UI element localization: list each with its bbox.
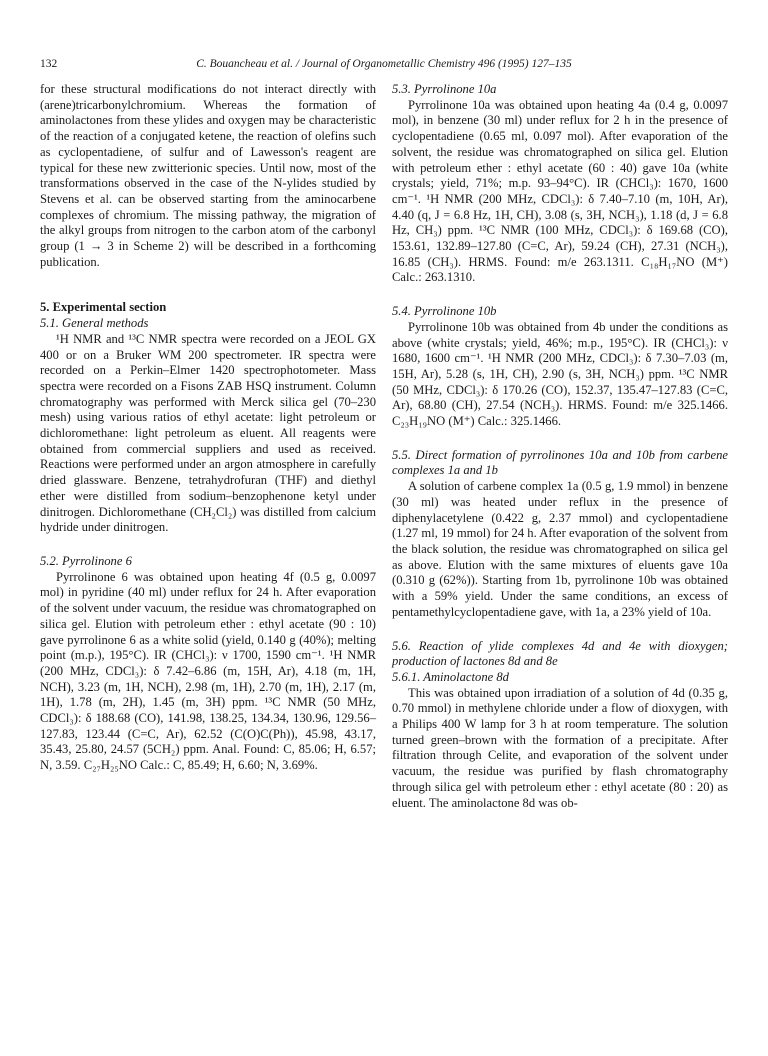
- pyrrolinone-10a-paragraph: Pyrrolinone 10a was obtained upon heating 4a (0.4 g, 0.0097 mol), in benzene (30 ml) under reflux for 2 h in the presence of cyclopentadiene (0.65 ml, 0.097 mol). After evaporation of the solvent, the residue was chromatographed on silica gel. Elution with petroleum ether : ethyl acetate (60 : 40) gave 10a (white crystals; yield, 71%; m.p. 93–94°C). IR (CHCl₃): 1670, 1600 cm⁻¹. ¹H NMR (200 MHz, CDCl₃): δ 7.40–7.10 (m, 10H, Ar), 4.40 (q, J = 6.8 Hz, 1H, CH), 3.08 (s, 3H, NCH₃), 1.18 (d, J = 6.8 Hz, CH₃) ppm. ¹³C NMR (100 MHz, CDCl₃): δ 169.68 (CO), 153.61, 132.89–127.80 (C=C, Ar), 59.24 (CH), 27.31 (NCH₃), 16.85 (CH₃). HRMS. Found: m/e 263.1311. C₁₈H₁₇NO (M⁺) Calc.: 263.1310.: [392, 97, 728, 285]
- general-methods-paragraph: ¹H NMR and ¹³C NMR spectra were recorded on a JEOL GX 400 or on a Bruker WM 200 spectrometer. IR spectra were recorded on a Perkin–Elmer 1420 spectrophotometer. Mass spectra were recorded on a Fisons ZAB HSQ instrument. Column chromatography was performed with Merck silica gel (70–230 mesh) using various ratios of ethyl acetate: light petroleum or dichloromethane: light petroleum as eluent. All reagents were obtained from commercial suppliers and used as received. Reactions were performed under an argon atmosphere in carefully dried glassware. Benzene, tetrahydrofuran (THF) and diethyl ether were distilled from sodium–benzophenone ketyl under dinitrogen. Dichloromethane (CH₂Cl₂) was distilled from calcium hydride under dinitrogen.: [40, 331, 376, 535]
- page-header: [40, 58, 728, 74]
- running-head: C. Bouancheau et al. / Journal of Organometallic Chemistry 496 (1995) 127–135: [196, 58, 572, 70]
- subsection-heading-pyrrolinone-10b: 5.4. Pyrrolinone 10b: [392, 304, 497, 319]
- subsection-heading-ylide-reaction: 5.6. Reaction of ylide complexes 4d and 4e with dioxygen; production of lactones 8d and 8e: [392, 638, 728, 669]
- subsection-heading-general-methods: 5.1. General methods: [40, 316, 149, 331]
- subsection-heading-pyrrolinone-6: 5.2. Pyrrolinone 6: [40, 553, 132, 568]
- subsubsection-heading-aminolactone-8d: 5.6.1. Aminolactone 8d: [392, 669, 509, 684]
- pyrrolinone-6-paragraph: Pyrrolinone 6 was obtained upon heating 4f (0.5 g, 0.0097 mol) in pyridine (40 ml) under reflux for 24 h. After evaporation of the solvent under vacuum, the residue was chromatographed on silica gel. Elution with petroleum ether : ethyl acetate (90 : 10) gave pyrrolinone 6 as a white solid (yield, 0.140 g (40%); melting point (m.p.), 195°C). IR (CHCl₃): ν 1700, 1590 cm⁻¹. ¹H NMR (200 MHz, CDCl₃): δ 7.42–6.86 (m, 15H, Ar), 4.18 (m, 1H, NCH), 3.23 (m, 1H, NCH), 2.98 (m, 1H), 2.70 (m, 1H), 2.17 (m, 1H), 1.78 (m, 2H), 1.45 (m, 3H) ppm. ¹³C NMR (50 MHz, CDCl₃): δ 188.68 (CO), 141.98, 138.25, 134.34, 130.96, 129.56–127.83, 123.44 (C=C, Ar), 62.52 (C(O)C(Ph)), 45.98, 43.17, 35.43, 25.80, 24.57 (5CH₂) ppm. Anal. Found: C, 85.06; H, 6.57; N, 3.59. C₂₇H₂₅NO Calc.: C, 85.49; H, 6.60; N, 3.69%.: [40, 569, 376, 773]
- left-column: [40, 82, 376, 774]
- right-column: [392, 82, 728, 811]
- pyrrolinone-10b-paragraph: Pyrrolinone 10b was obtained from 4b under the conditions as above (white crystals; yield, 46%; m.p., 195°C). IR (CHCl₃): ν 1680, 1600 cm⁻¹. ¹H NMR (200 MHz, CDCl₃): δ 7.30–7.03 (m, 15H, Ar), 5.28 (s, 1H, CH), 2.90 (s, 3H, NCH₃) ppm. ¹³C NMR (50 MHz, CDCl₃): δ 170.26 (CO), 152.37, 135.47–127.83 (C=C, Ar), 68.80 (CH), 27.54 (NCH₃). HRMS. Found: m/e 325.1466. C₂₃H₁₉NO (M⁺) Calc.: 325.1466.: [392, 319, 728, 429]
- subsection-heading-direct-formation: 5.5. Direct formation of pyrrolinones 10a and 10b from carbene complexes 1a and 1b: [392, 447, 728, 478]
- direct-formation-paragraph: A solution of carbene complex 1a (0.5 g, 1.9 mmol) in benzene (30 ml) was heated under reflux in the presence of diphenylacetylene (0.422 g, 2.37 mmol) and cyclopentadiene (1.27 ml, 19 mmol) for 24 h. After evaporation of the solvent from the black solution, the residue was chromatographed on silica gel as above. Elution with the same mixtures of eluents gave 10a (0.310 g (62%)). Starting from 1b, pyrrolinone 10b was obtained with a 59% yield. Under the same conditions, an excess of pentamethylcyclopentadiene gave, with 1a, a 23% yield of 10a.: [392, 479, 728, 619]
- subsection-heading-pyrrolinone-10a: 5.3. Pyrrolinone 10a: [392, 82, 497, 96]
- page-number: 132: [40, 58, 58, 70]
- intro-paragraph: for these structural modifications do not interact directly with (arene)tricarbonylchromium. Whereas the formation of aminolactones from these ylides and oxygen may be characteristic of the reaction of a conjugated ketene, the reaction of olefins such as cyclopentadiene, of sulfur and of Lawesson's reagent are typical for these new zwitterionic species. Until now, most of the transformations observed in the case of the N-ylides studied by Stevens et al. can be observed starting from the aminocarbene complexes of chromium. The missing pathway, the migration of the alkyl groups from nitrogen to the carbon atom of the carbonyl group (1 → 3 in Scheme 2) will be described in a forthcoming publication.: [40, 82, 376, 269]
- aminolactone-8d-paragraph: This was obtained upon irradiation of a solution of 4d (0.35 g, 0.70 mmol) in methylene chloride under a flow of dioxygen, with a Philips 400 W lamp for 3 h at room temperature. The solution turned green–brown with the formation of a precipitate. After filtration through Celite, and evaporation of the solvent under vacuum, the residue was purified by flash chromatography through silica gel with petroleum ether : ethyl acetate (80 : 20) as eluent. The aminolactone 8d was ob-: [392, 685, 728, 810]
- section-heading-experimental: 5. Experimental section: [40, 300, 167, 315]
